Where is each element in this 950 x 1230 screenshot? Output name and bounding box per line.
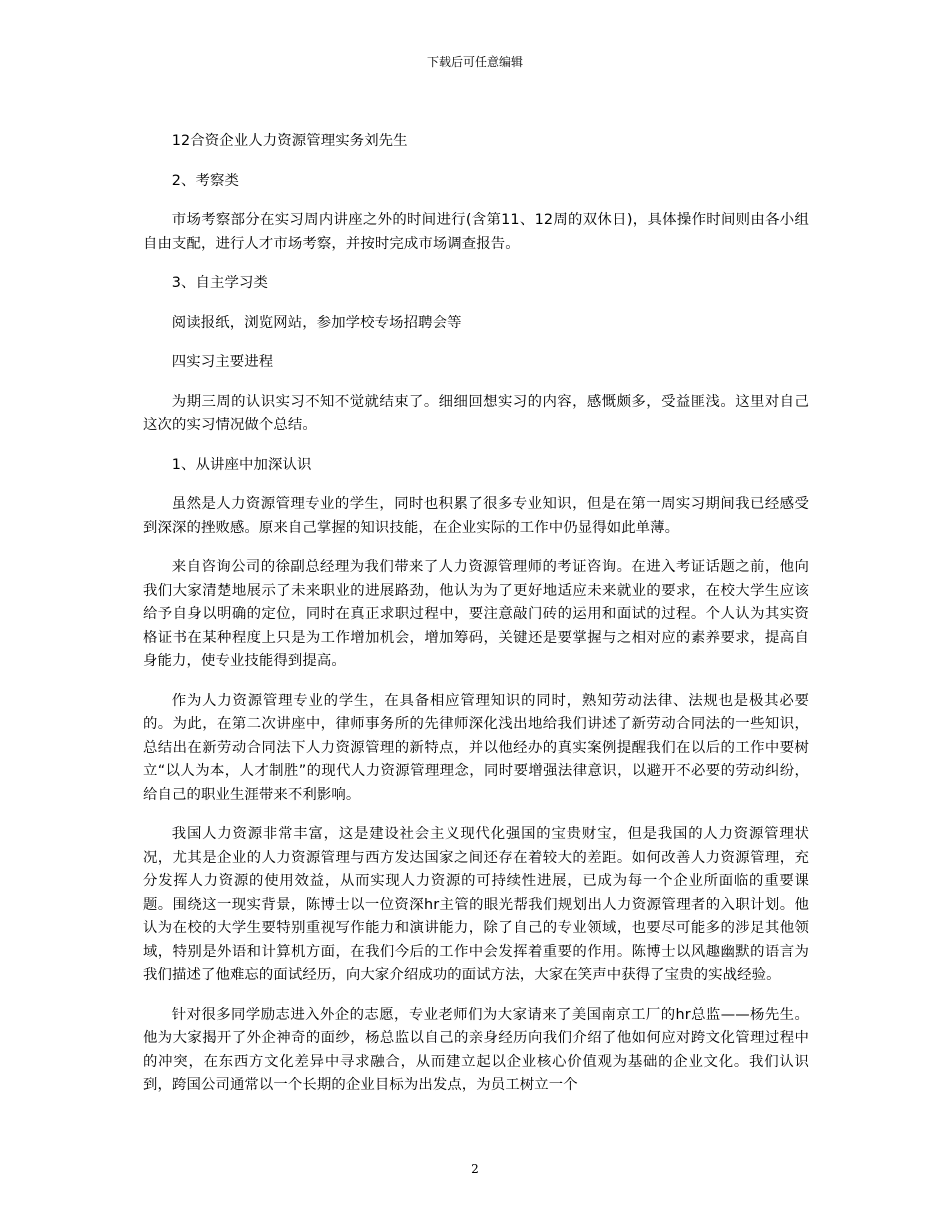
paragraph: 阅读报纸，浏览网站，参加学校专场招聘会等	[171, 314, 462, 331]
page-header: 下载后可任意编辑	[426, 55, 523, 69]
paragraph: 来自咨询公司的徐副总经理为我们带来了人力资源管理师的考证咨询。在进入考证话题之前，他向我们大家清楚地展示了未来职业的进展路劲，他认为为了更好地适应未来就业的要求，在校大学生应该给予自身以明确的定位，同时在真正求职过程中，要注意敲门砖的运用和面试的过程。个人认为其实资格证书在某种程度上只是为工作增加机会，增加筹码，关键还是要掌握与之相对应的素养要求，提高自身能力，使专业技能得到提高。	[143, 559, 809, 669]
document-body	[143, 130, 809, 1114]
paragraph: 作为人力资源管理专业的学生，在具备相应管理知识的同时，熟知劳动法律、法规也是极其必要的。为此，在第二次讲座中，律师事务所的先律师深化浅出地给我们讲述了新劳动合同法的一些知识，总结出在新劳动合同法下人力资源管理的新特点，并以他经办的真实案例提醒我们在以后的工作中要树立“以人为本，人才制胜”的现代人力资源管理理念，同时要增强法律意识，以避开不必要的劳动纠纷，给自己的职业生涯带来不利影响。	[143, 692, 809, 803]
section-heading: 2、考察类	[171, 172, 240, 189]
paragraph: 虽然是人力资源管理专业的学生，同时也积累了很多专业知识，但是在第一周实习期间我已经感受到深深的挫败感。原来自己掌握的知识技能，在企业实际的工作中仍显得如此单薄。	[143, 496, 809, 536]
paragraph: 市场考察部分在实习周内讲座之外的时间进行(含第11、12周的双休日)，具体操作时间则由各小组自由支配，进行人才市场考察，并按时完成市场调查报告。	[143, 212, 809, 252]
section-heading: 1、从讲座中加深认识	[171, 456, 312, 473]
paragraph: 12合资企业人力资源管理实务刘先生	[171, 133, 408, 149]
page-number: 2	[471, 1162, 479, 1176]
paragraph: 为期三周的认识实习不知不觉就结束了。细细回想实习的内容，感慨颇多，受益匪浅。这里对自己这次的实习情况做个总结。	[143, 393, 809, 433]
section-heading: 四实习主要进程	[171, 354, 274, 370]
paragraph: 我国人力资源非常丰富，这是建设社会主义现代化强国的宝贵财宝，但是我国的人力资源管理状况，尤其是企业的人力资源管理与西方发达国家之间还存在着较大的差距。如何改善人力资源管理，充分发挥人力资源的使用效益，从而实现人力资源的可持续性进展，已成为每一个企业所面临的重要课题。围绕这一现实背景，陈博士以一位资深hr主管的眼光帮我们规划出人力资源管理者的入职计划。他认为在校的大学生要特别重视写作能力和演讲能力，除了自己的专业领域，也要尽可能多的涉足其他领域，特别是外语和计算机方面，在我们今后的工作中会发挥着重要的作用。陈博士以风趣幽默的语言为我们描述了他难忘的面试经历，向大家介绍成功的面试方法，大家在笑声中获得了宝贵的实战经验。	[143, 826, 809, 983]
paragraph: 针对很多同学励志进入外企的志愿，专业老师们为大家请来了美国南京工厂的hr总监——杨先生。他为大家揭开了外企神奇的面纱，杨总监以自己的亲身经历向我们介绍了他如何应对跨文化管理过程中的冲突，在东西方文化差异中寻求融合，从而建立起以企业核心价值观为基础的企业文化。我们认识到，跨国公司通常以一个长期的企业目标为出发点，为员工树立一个	[143, 1006, 809, 1093]
section-heading: 3、自主学习类	[171, 275, 268, 291]
